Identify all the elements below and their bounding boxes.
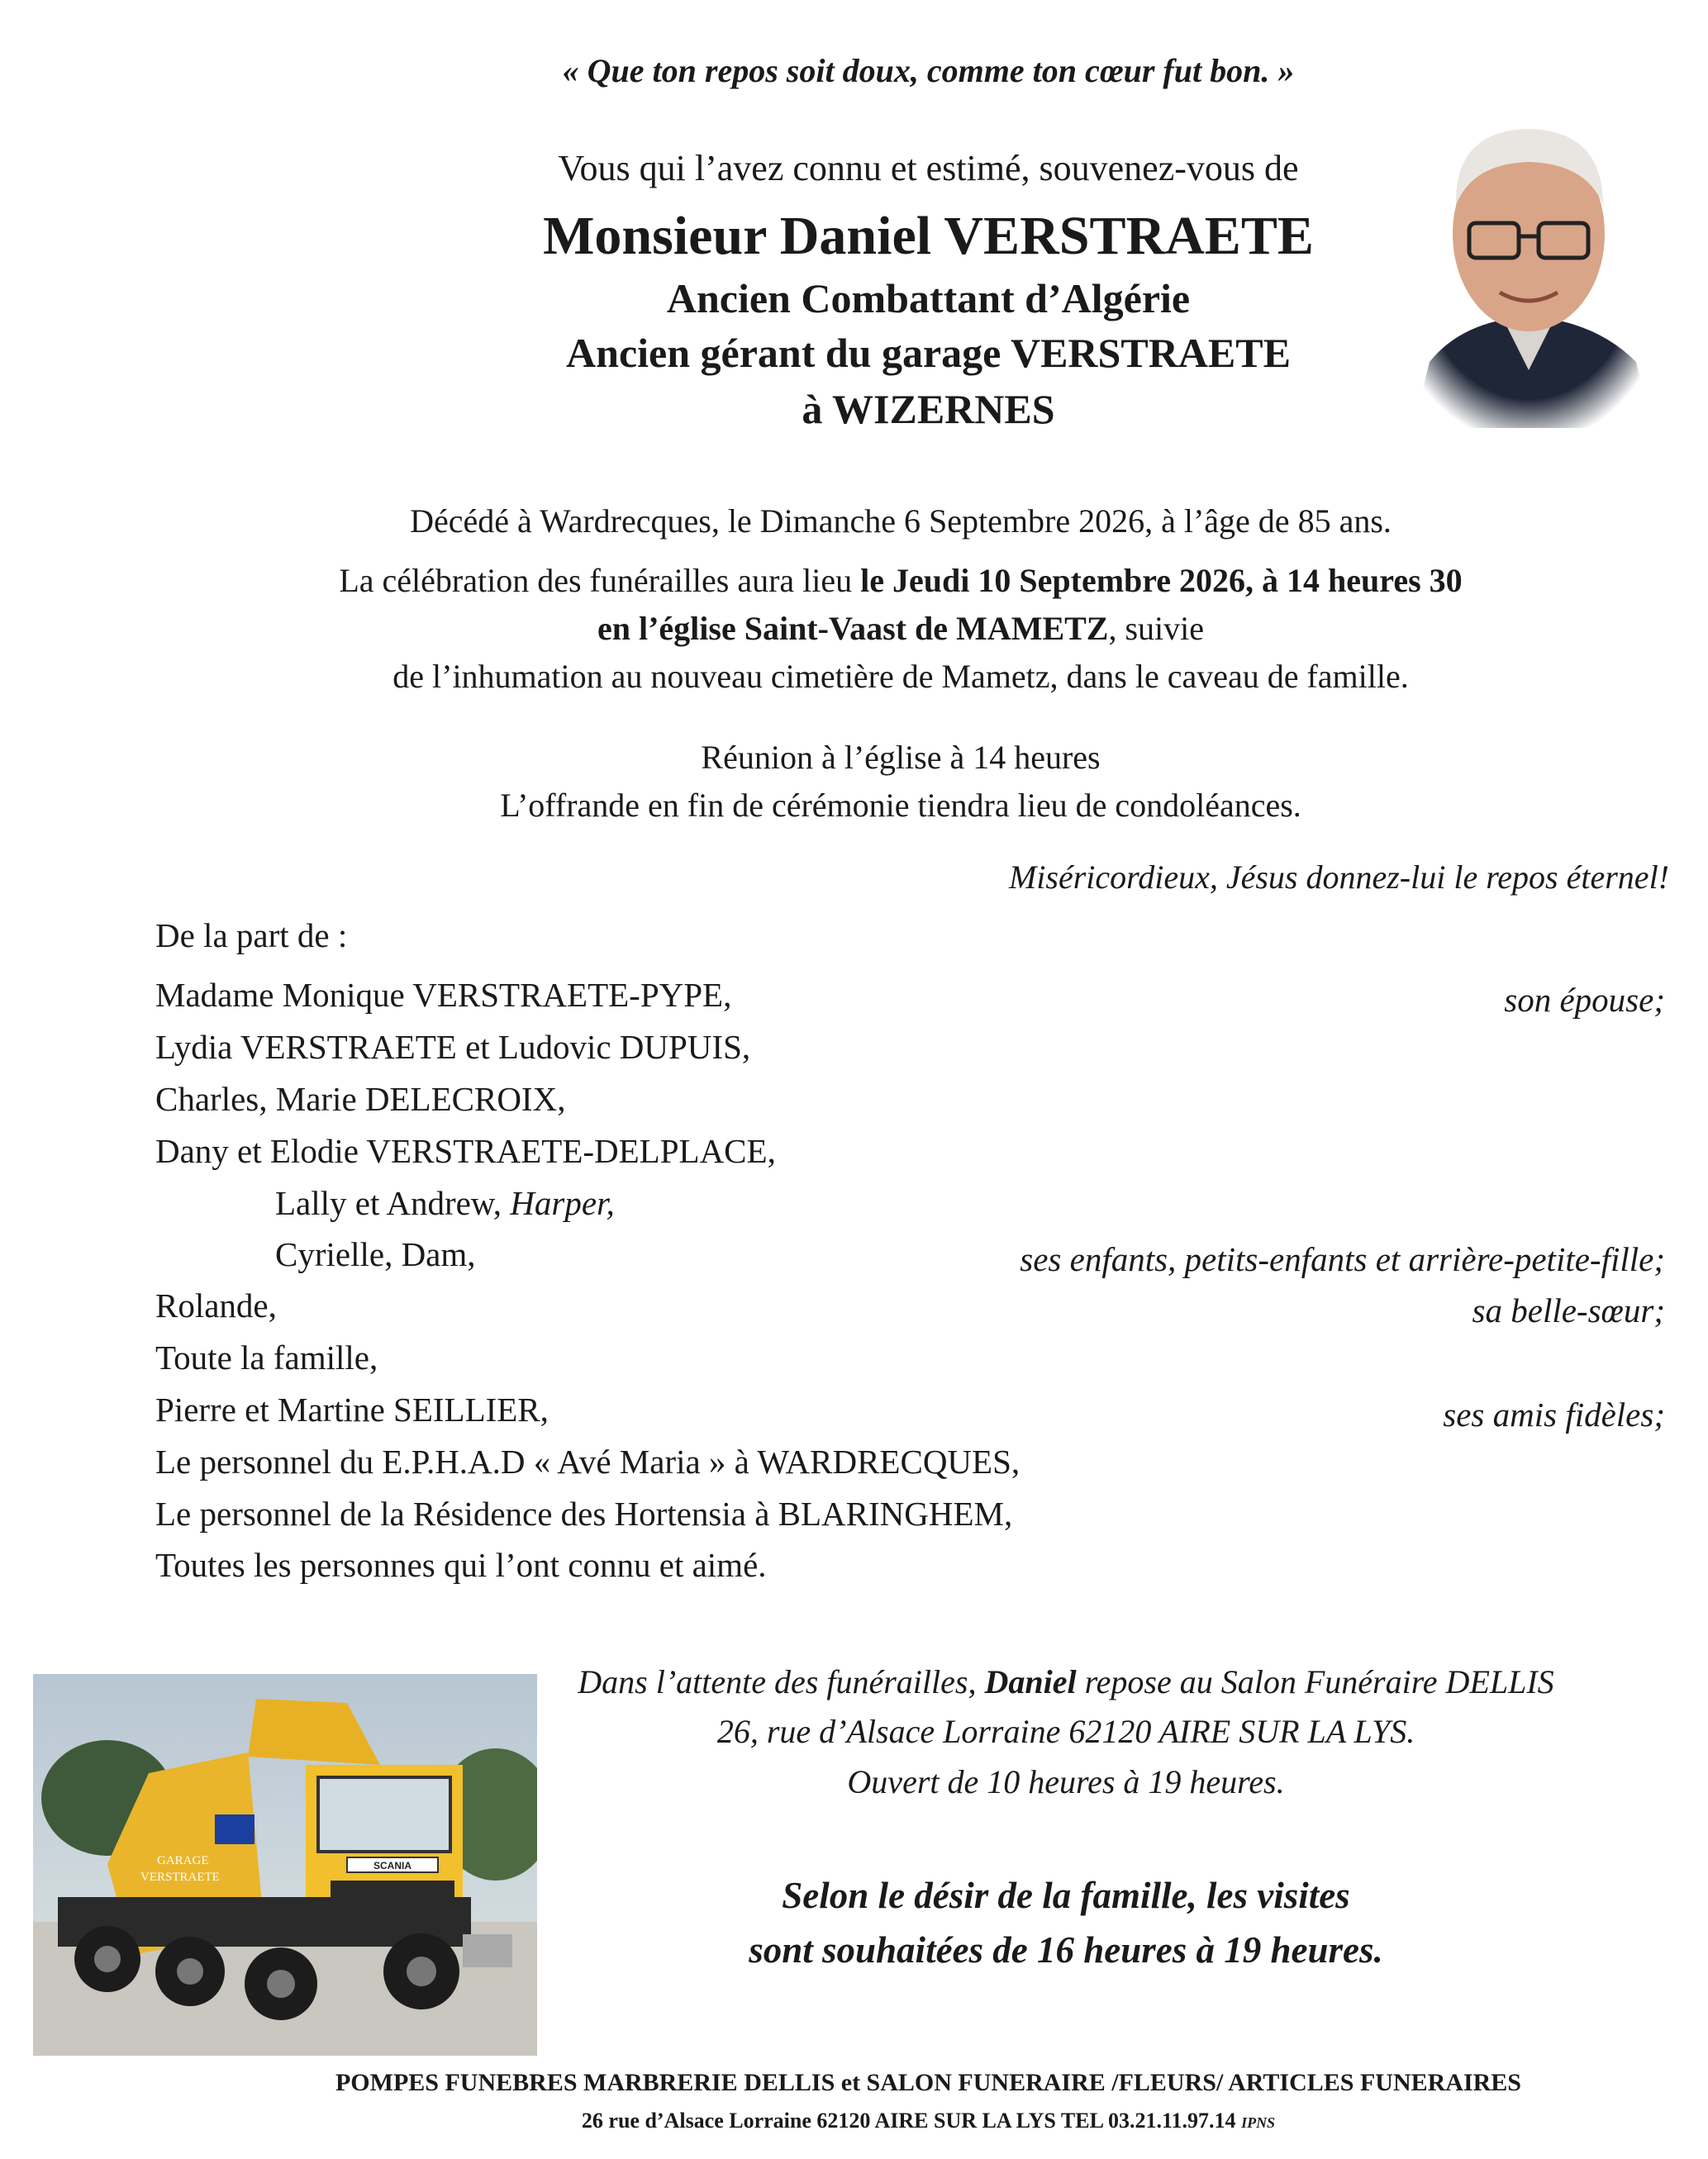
epigraph: « Que ton repos soit doux, comme ton cœur fut bon. » xyxy=(562,52,1295,89)
great-grandchild-name: Harper, xyxy=(510,1184,615,1222)
salon-name: repose au Salon Funéraire DELLIS xyxy=(1076,1663,1554,1700)
footer-ipns: IPNS xyxy=(1241,2114,1276,2131)
salon-address: 26, rue d’Alsace Lorraine 62120 AIRE SUR LA LYS. xyxy=(716,1713,1415,1750)
family-member: Toute la famille, xyxy=(155,1339,378,1377)
salon-first-name: Daniel xyxy=(984,1663,1077,1700)
tow-truck-photo xyxy=(33,1674,537,2056)
family-role: ses amis fidèles; xyxy=(1443,1396,1665,1434)
family-member: Madame Monique VERSTRAETE-PYPE, xyxy=(155,976,732,1014)
funeral-details xyxy=(248,557,1553,701)
title-garage: Ancien gérant du garage VERSTRAETE xyxy=(566,330,1291,376)
salon-hours: Ouvert de 10 heures à 19 heures. xyxy=(847,1763,1285,1800)
family-member: Charles, Marie DELECROIX, xyxy=(155,1080,566,1118)
family-member: Cyrielle, Dam, xyxy=(275,1235,476,1273)
funeral-line-1 xyxy=(248,557,1553,605)
funeral-church: en l’église Saint-Vaast de MAMETZ xyxy=(597,610,1109,647)
visits-line-2: sont souhaitées de 16 heures à 19 heures. xyxy=(749,1929,1383,1971)
family-header: De la part de : xyxy=(155,916,348,954)
footer-address-text: 26 rue d’Alsace Lorraine 62120 AIRE SUR LA LYS TEL 03.21.11.97.14 xyxy=(581,2109,1242,2133)
title-town: à WIZERNES xyxy=(802,386,1055,432)
family-member: Le personnel de la Résidence des Hortensia à BLARINGHEM, xyxy=(155,1495,1013,1533)
reunion-info xyxy=(248,734,1553,830)
family-member: Le personnel du E.P.H.A.D « Avé Maria » à WARDRECQUES, xyxy=(155,1443,1021,1481)
family-member: Dany et Elodie VERSTRAETE-DELPLACE, xyxy=(155,1132,776,1170)
footer-address xyxy=(0,2109,1708,2133)
family-member: Rolande, xyxy=(155,1286,277,1324)
family-member: Pierre et Martine SEILLIER, xyxy=(155,1391,549,1429)
family-member: Lydia VERSTRAETE et Ludovic DUPUIS, xyxy=(155,1028,751,1066)
portrait-photo xyxy=(1396,97,1661,428)
title-veteran: Ancien Combattant d’Algérie xyxy=(666,275,1191,321)
truck-door-label-2: VERSTRAETE xyxy=(140,1871,220,1884)
funeral-line-3: de l’inhumation au nouveau cimetière de Mametz, dans le caveau de famille. xyxy=(393,658,1409,695)
salon-intro: Dans l’attente des funérailles, xyxy=(578,1663,985,1700)
family-role: ses enfants, petits-enfants et arrière-petite-fille; xyxy=(1020,1240,1665,1278)
footer-company: POMPES FUNEBRES MARBRERIE DELLIS et SALON FUNERAIRE /FLEURS/ ARTICLES FUNERAIRES xyxy=(335,2069,1521,2096)
family-member: Toutes les personnes qui l’ont connu et aimé. xyxy=(155,1546,767,1584)
family-member xyxy=(275,1183,615,1223)
funeral-intro-text: La célébration des funérailles aura lieu xyxy=(339,562,861,599)
funeral-followed: , suivie xyxy=(1108,610,1205,647)
funeral-date: le Jeudi 10 Septembre 2026, à 14 heures 30 xyxy=(860,562,1463,599)
truck-brand: SCANIA xyxy=(373,1860,412,1871)
reunion-time: Réunion à l’église à 14 heures xyxy=(701,739,1101,776)
death-notice: Décédé à Wardrecques, le Dimanche 6 Septembre 2026, à l’âge de 85 ans. xyxy=(410,502,1392,540)
intro-line: Vous qui l’avez connu et estimé, souvenez-vous de xyxy=(558,148,1299,188)
funeral-line-2 xyxy=(248,605,1553,653)
grandchildren-names: Lally et Andrew, xyxy=(275,1184,511,1222)
prayer: Miséricordieux, Jésus donnez-lui le repos éternel! xyxy=(1008,858,1669,896)
deceased-name: Monsieur Daniel VERSTRAETE xyxy=(543,206,1314,266)
salon-line-1 xyxy=(504,1662,1628,1701)
truck-door-label-1: GARAGE xyxy=(157,1854,209,1867)
family-role: son épouse; xyxy=(1504,981,1665,1019)
visits-line-1: Selon le désir de la famille, les visites xyxy=(782,1875,1350,1916)
offering-note: L’offrande en fin de cérémonie tiendra lieu de condoléances. xyxy=(500,787,1301,824)
family-role: sa belle-sœur; xyxy=(1472,1291,1665,1329)
